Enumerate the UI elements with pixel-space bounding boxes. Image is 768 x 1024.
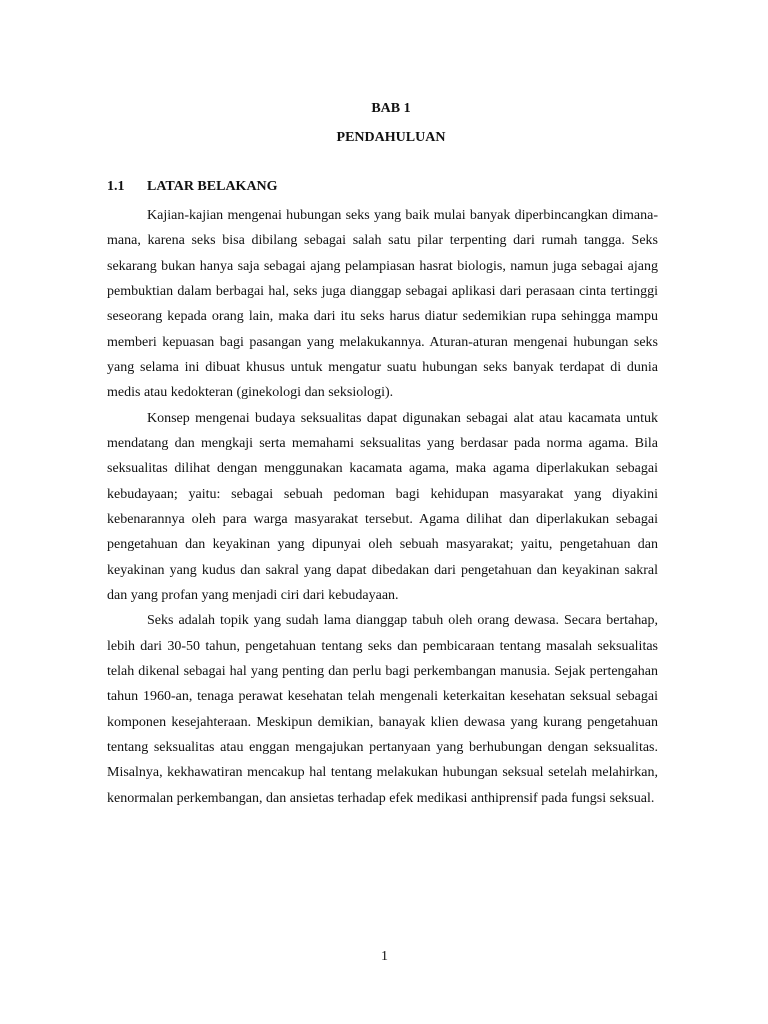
chapter-title: PENDAHULUAN [336,130,446,145]
section-title: LATAR BELAKANG [147,179,278,194]
body-text [107,203,658,811]
paragraph: Kajian-kajian mengenai hubungan seks yang baik mulai banyak diperbincangkan dimana-mana, karena seks bisa dibilang sebagai salah satu pilar terpenting dari rumah tangga. Seks sekarang bukan hanya saja sebagai ajang pelampiasan hasrat biologis, namun juga sebagai ajang pembuktian dalam berbagai hal, seks juga dianggap sebagai aplikasi dari perasaan cinta tertinggi seseorang kepada orang lain, maka dari itu seks harus diatur sedemikian rupa sehingga mampu memberi kepuasan bagi pasangan yang melakukannya. Aturan-aturan mengenai hubungan seks yang selama ini dibuat khusus untuk mengatur suatu hubungan seks banyak terdapat di dunia medis atau kedokteran (ginekologi dan seksiologi). [107,208,658,401]
paragraph: Konsep mengenai budaya seksualitas dapat digunakan sebagai alat atau kacamata untuk mendatang dan mengkaji serta memahami seksualitas yang berdasar pada norma agama. Bila seksualitas dilihat dengan menggunakan kacamata agama, maka agama diperlakukan sebagai kebudayaan; yaitu: sebagai sebuah pedoman bagi kehidupan masyarakat yang diyakini kebenarannya oleh para warga masyarakat tersebut. Agama dilihat dan diperlakukan sebagai pengetahuan dan keyakinan yang dipunyai oleh sebuah masyarakat; yaitu, pengetahuan dan keyakinan yang kudus dan sakral yang dapat dibedakan dari pengetahuan dan keyakinan sakral dan yang profan yang menjadi ciri dari kebudayaan. [107,410,658,603]
chapter-number: BAB 1 [371,101,411,116]
page-number: 1 [381,949,388,964]
paragraph: Seks adalah topik yang sudah lama dianggap tabuh oleh orang dewasa. Secara bertahap, lebih dari 30-50 tahun, pengetahuan tentang seks dan pembicaraan tentang masalah seksualitas telah dikenal sebagai hal yang penting dan perlu bagi perkembangan manusia. Sejak pertengahan tahun 1960-an, tenaga perawat kesehatan telah mengenali keterkaitan kesehatan seksual sebagai komponen kesejahteraan. Meskipun demikian, banayak klien dewasa yang kurang pengetahuan tentang seksualitas atau enggan mengajukan pertanyaan yang berhubungan dengan seksualitas. Misalnya, kekhawatiran mencakup hal tentang melakukan hubungan seksual setelah melahirkan, kenormalan perkembangan, dan ansietas terhadap efek medikasi anthiprensif pada fungsi seksual. [107,613,658,806]
section-number: 1.1 [107,179,125,194]
section-heading [107,179,278,195]
